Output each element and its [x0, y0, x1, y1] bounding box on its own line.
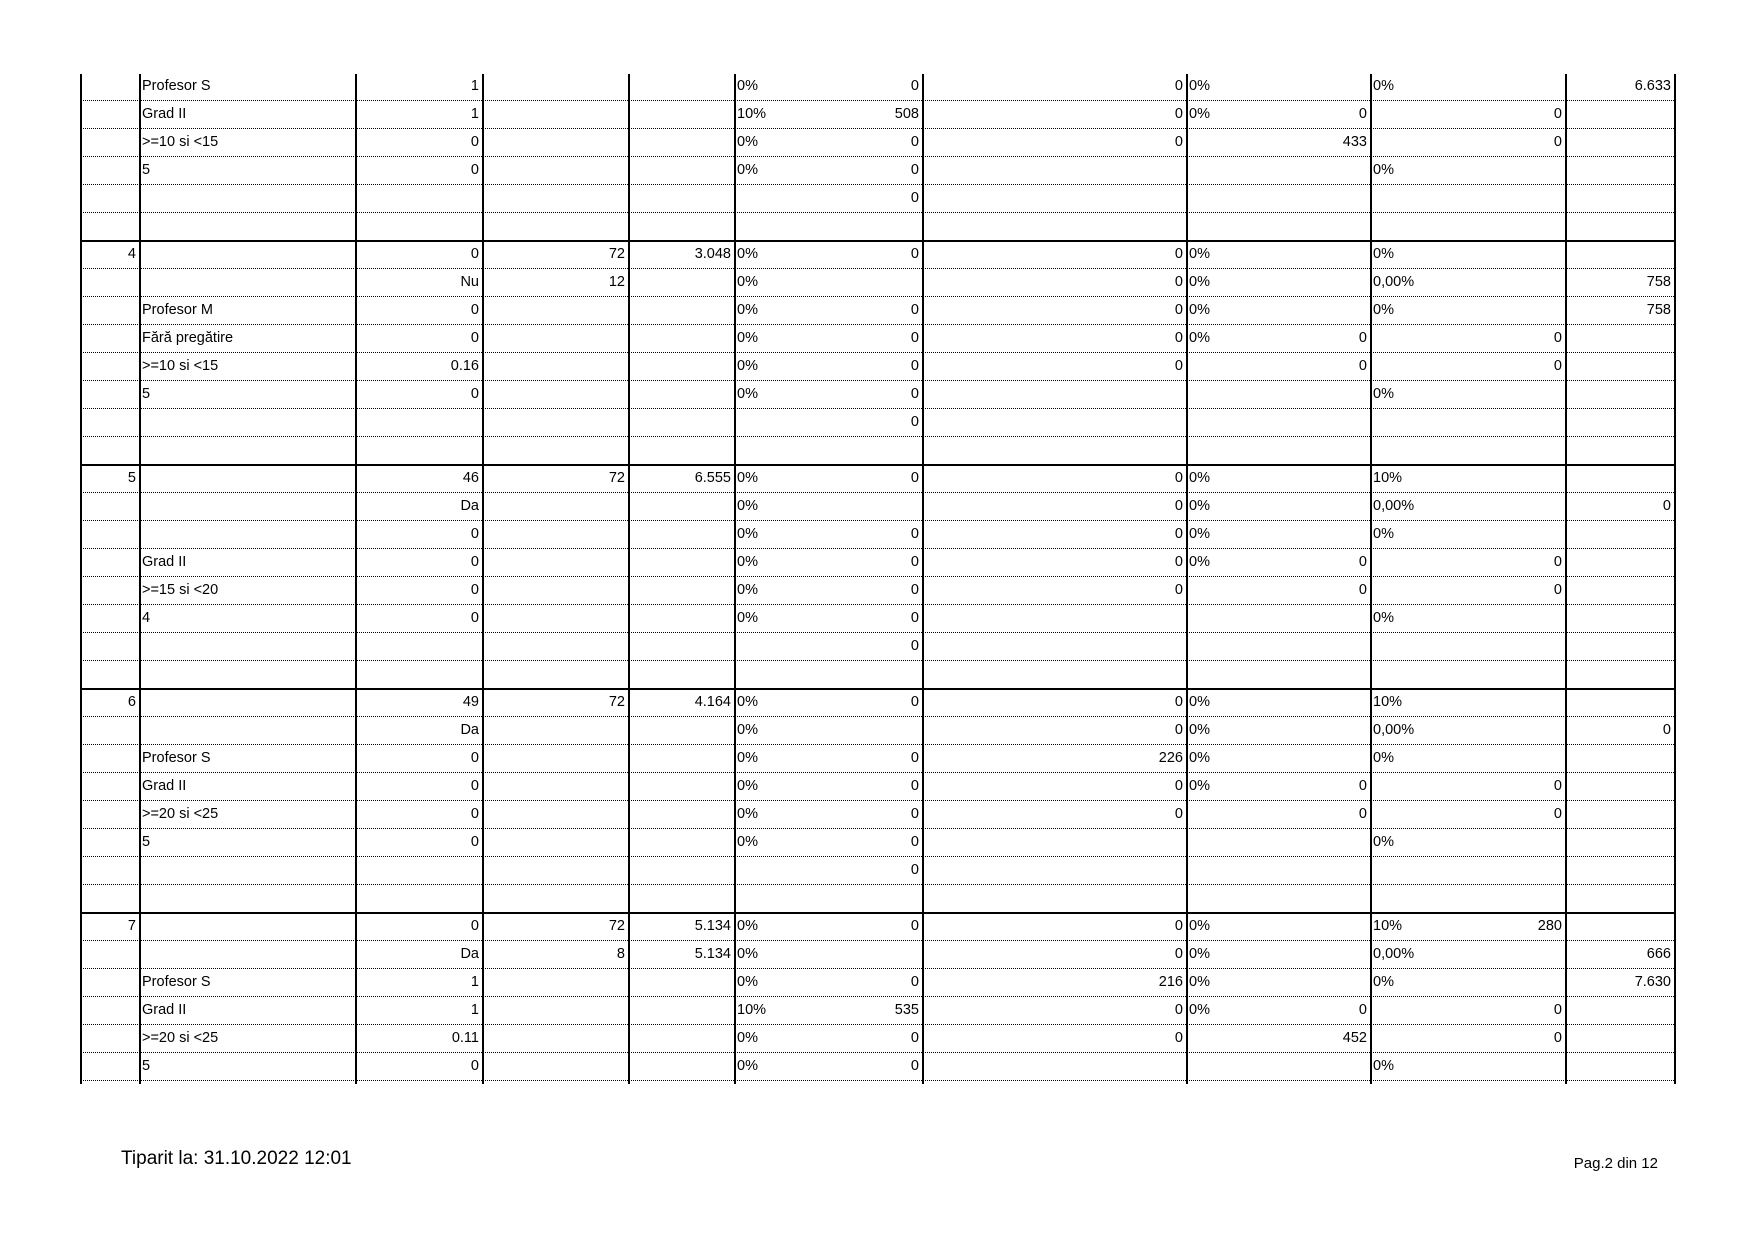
column-rule: [139, 74, 141, 1084]
table-cell: 0: [1174, 918, 1183, 934]
row-separator: [80, 576, 1674, 577]
table-cell: 0%: [1189, 750, 1210, 766]
table-cell: 0,00%: [1373, 274, 1415, 290]
table-cell: 0%: [737, 302, 758, 318]
table-cell: 0%: [737, 750, 758, 766]
table-cell: 0%: [1189, 470, 1210, 486]
table-cell: 0%: [737, 974, 758, 990]
table-cell: 0: [1174, 78, 1183, 94]
table-cell: 0: [470, 778, 479, 794]
table-cell: 0%: [737, 610, 758, 626]
table-cell: >=20 si <25: [142, 1030, 219, 1046]
group-separator: [80, 240, 1674, 242]
table-cell: Da: [460, 498, 479, 514]
table-cell: 0: [910, 330, 919, 346]
row-separator: [80, 744, 1674, 745]
table-cell: 0: [910, 470, 919, 486]
print-timestamp: Tiparit la: 31.10.2022 12:01: [121, 1148, 352, 1169]
table-cell: 10%: [1373, 918, 1403, 934]
table-cell: 0: [1174, 806, 1183, 822]
table-cell: 0: [1553, 554, 1562, 570]
row-separator: [80, 128, 1674, 129]
table-cell: 0%: [1189, 302, 1210, 318]
table-cell: 1: [470, 78, 479, 94]
table-cell: 0: [470, 582, 479, 598]
table-cell: 0%: [737, 918, 758, 934]
table-cell: 0: [1174, 358, 1183, 374]
table-cell: 0: [910, 862, 919, 878]
table-cell: 0%: [1373, 162, 1394, 178]
table-cell: 0: [910, 302, 919, 318]
row-separator: [80, 940, 1674, 941]
table-cell: 10%: [1373, 470, 1403, 486]
table-cell: 0: [470, 806, 479, 822]
row-separator: [80, 296, 1674, 297]
table-cell: 0%: [1373, 246, 1394, 262]
table-cell: 0: [1358, 106, 1367, 122]
table-cell: 0: [1358, 358, 1367, 374]
table-cell: 666: [1646, 946, 1671, 962]
table-cell: 3.048: [694, 246, 731, 262]
table-cell: 216: [1158, 974, 1183, 990]
row-separator: [80, 884, 1674, 885]
table-cell: 0%: [737, 554, 758, 570]
table-cell: 0: [1358, 1002, 1367, 1018]
table-cell: Profesor S: [142, 750, 211, 766]
table-cell: 0%: [737, 946, 758, 962]
table-cell: 433: [1342, 134, 1367, 150]
table-cell: 0%: [1189, 1002, 1210, 1018]
table-cell: 0,00%: [1373, 722, 1415, 738]
table-cell: 0: [1553, 106, 1562, 122]
table-cell: 0%: [1189, 106, 1210, 122]
table-cell: 0: [1553, 330, 1562, 346]
table-cell: 0: [910, 1058, 919, 1074]
row-separator: [80, 380, 1674, 381]
table-cell: 452: [1342, 1030, 1367, 1046]
table-cell: 0: [470, 526, 479, 542]
table-cell: 0: [470, 162, 479, 178]
table-cell: 0: [910, 582, 919, 598]
row-separator: [80, 660, 1674, 661]
table-cell: 10%: [737, 1002, 767, 1018]
table-cell: Fără pregătire: [142, 330, 234, 346]
table-cell: 49: [462, 694, 479, 710]
table-cell: Profesor S: [142, 974, 211, 990]
column-rule: [1674, 74, 1676, 1084]
table-cell: 1: [470, 106, 479, 122]
row-separator: [80, 828, 1674, 829]
table-cell: 0%: [1373, 974, 1394, 990]
group-separator: [80, 688, 1674, 690]
row-separator: [80, 268, 1674, 269]
report-table: [80, 74, 1674, 1084]
table-cell: 0: [1174, 498, 1183, 514]
table-cell: 5: [127, 470, 136, 486]
table-cell: 0%: [737, 526, 758, 542]
table-cell: 0: [470, 246, 479, 262]
table-cell: >=20 si <25: [142, 806, 219, 822]
table-cell: 0: [1174, 106, 1183, 122]
table-cell: 0: [1553, 358, 1562, 374]
table-cell: 6.555: [694, 470, 731, 486]
table-cell: 72: [608, 470, 625, 486]
table-cell: 0%: [737, 246, 758, 262]
row-separator: [80, 604, 1674, 605]
table-cell: 5: [142, 1058, 151, 1074]
row-separator: [80, 1080, 1674, 1081]
row-separator: [80, 352, 1674, 353]
row-separator: [80, 212, 1674, 213]
table-cell: 12: [608, 274, 625, 290]
table-cell: 0: [470, 834, 479, 850]
table-cell: 0: [910, 638, 919, 654]
table-cell: 0: [910, 610, 919, 626]
table-cell: 0%: [737, 582, 758, 598]
row-separator: [80, 324, 1674, 325]
table-cell: 0: [470, 610, 479, 626]
table-cell: 0%: [1373, 610, 1394, 626]
table-cell: 0: [1174, 302, 1183, 318]
table-cell: 0%: [1189, 246, 1210, 262]
table-cell: 5: [142, 162, 151, 178]
table-cell: 5.134: [694, 946, 731, 962]
group-separator: [80, 464, 1674, 466]
table-cell: 0%: [737, 274, 758, 290]
row-separator: [80, 856, 1674, 857]
table-cell: >=10 si <15: [142, 134, 219, 150]
table-cell: 0: [1174, 554, 1183, 570]
table-cell: 0: [1174, 1002, 1183, 1018]
table-cell: 0%: [737, 1058, 758, 1074]
table-cell: 0: [1174, 274, 1183, 290]
table-cell: 226: [1158, 750, 1183, 766]
table-cell: 0: [1174, 134, 1183, 150]
table-cell: 0: [910, 806, 919, 822]
table-cell: 0: [910, 190, 919, 206]
row-separator: [80, 1052, 1674, 1053]
table-cell: 0: [910, 386, 919, 402]
table-cell: 4: [127, 246, 136, 262]
table-cell: 0: [1358, 806, 1367, 822]
table-cell: >=15 si <20: [142, 582, 219, 598]
table-cell: 8: [616, 946, 625, 962]
table-cell: 0: [470, 386, 479, 402]
table-cell: Grad II: [142, 106, 187, 122]
table-cell: Grad II: [142, 554, 187, 570]
table-cell: 0%: [737, 694, 758, 710]
table-cell: 5: [142, 386, 151, 402]
table-cell: 0%: [1373, 1058, 1394, 1074]
table-cell: 0%: [1373, 834, 1394, 850]
table-cell: 72: [608, 918, 625, 934]
table-cell: 1: [470, 1002, 479, 1018]
table-cell: 0%: [737, 806, 758, 822]
table-cell: 0%: [1373, 750, 1394, 766]
table-cell: >=10 si <15: [142, 358, 219, 374]
table-cell: 46: [462, 470, 479, 486]
table-cell: 0: [910, 162, 919, 178]
table-cell: Da: [460, 722, 479, 738]
table-cell: 0: [910, 358, 919, 374]
table-cell: 0: [910, 694, 919, 710]
table-cell: 0%: [1189, 274, 1210, 290]
table-cell: 5: [142, 834, 151, 850]
table-cell: 0: [470, 134, 479, 150]
table-cell: 0%: [1373, 78, 1394, 94]
row-separator: [80, 716, 1674, 717]
table-cell: 0: [1174, 526, 1183, 542]
table-cell: 0%: [737, 778, 758, 794]
table-cell: 0: [1358, 582, 1367, 598]
table-cell: 0.16: [450, 358, 479, 374]
table-cell: 758: [1646, 302, 1671, 318]
table-cell: 0%: [1373, 526, 1394, 542]
table-cell: 0: [1553, 1002, 1562, 1018]
table-cell: 0: [910, 78, 919, 94]
table-cell: Profesor S: [142, 78, 211, 94]
table-cell: 0%: [737, 386, 758, 402]
row-separator: [80, 800, 1674, 801]
table-cell: 0: [1174, 722, 1183, 738]
table-cell: 0: [1174, 330, 1183, 346]
table-cell: 0: [1174, 246, 1183, 262]
table-cell: 0,00%: [1373, 946, 1415, 962]
table-cell: 0: [1553, 1030, 1562, 1046]
group-separator: [80, 912, 1674, 914]
table-cell: 0%: [1189, 946, 1210, 962]
table-cell: 0%: [1189, 778, 1210, 794]
table-cell: 0: [1553, 134, 1562, 150]
table-cell: 0%: [737, 1030, 758, 1046]
table-cell: 0: [1662, 498, 1671, 514]
table-cell: 4: [142, 610, 151, 626]
table-cell: 0%: [737, 358, 758, 374]
table-cell: 0: [1174, 694, 1183, 710]
table-cell: Grad II: [142, 1002, 187, 1018]
table-cell: 6.633: [1634, 78, 1671, 94]
table-cell: 0: [1174, 1030, 1183, 1046]
table-cell: 5.134: [694, 918, 731, 934]
table-cell: 0%: [1189, 694, 1210, 710]
table-cell: 0: [1553, 582, 1562, 598]
row-separator: [80, 492, 1674, 493]
row-separator: [80, 996, 1674, 997]
table-cell: 0.11: [451, 1030, 479, 1046]
table-cell: 0%: [1189, 918, 1210, 934]
row-separator: [80, 1024, 1674, 1025]
table-cell: 0: [1174, 946, 1183, 962]
row-separator: [80, 520, 1674, 521]
table-cell: 0: [1553, 806, 1562, 822]
table-cell: 0%: [1189, 974, 1210, 990]
table-cell: 0%: [1373, 386, 1394, 402]
table-cell: 0: [910, 526, 919, 542]
table-cell: 0: [910, 778, 919, 794]
row-separator: [80, 548, 1674, 549]
table-cell: 0: [1358, 330, 1367, 346]
table-cell: 280: [1537, 918, 1562, 934]
table-cell: 0: [1174, 470, 1183, 486]
table-cell: 6: [127, 694, 136, 710]
table-cell: 0: [470, 1058, 479, 1074]
column-rule: [1565, 74, 1567, 1084]
table-cell: 72: [608, 694, 625, 710]
table-cell: 10%: [1373, 694, 1403, 710]
table-cell: 0%: [1189, 78, 1210, 94]
row-separator: [80, 772, 1674, 773]
table-cell: 0: [910, 974, 919, 990]
table-cell: 758: [1646, 274, 1671, 290]
table-cell: 0: [1174, 778, 1183, 794]
table-cell: 10%: [737, 106, 767, 122]
table-cell: 0: [910, 750, 919, 766]
table-cell: 0,00%: [1373, 498, 1415, 514]
row-separator: [80, 184, 1674, 185]
table-cell: 0%: [737, 330, 758, 346]
table-cell: 4.164: [694, 694, 731, 710]
page-number: Pag.2 din 12: [1573, 1155, 1658, 1172]
table-cell: 0%: [737, 722, 758, 738]
table-cell: 0%: [737, 498, 758, 514]
table-cell: 0: [910, 246, 919, 262]
table-cell: Da: [460, 946, 479, 962]
table-cell: 0%: [1189, 498, 1210, 514]
table-cell: 7: [127, 918, 136, 934]
table-cell: Nu: [460, 274, 479, 290]
table-cell: 72: [608, 246, 625, 262]
row-separator: [80, 436, 1674, 437]
table-cell: 1: [470, 974, 479, 990]
table-cell: 0: [910, 554, 919, 570]
table-cell: 0: [470, 302, 479, 318]
table-cell: 0: [470, 750, 479, 766]
table-cell: 0%: [1373, 302, 1394, 318]
table-cell: Grad II: [142, 778, 187, 794]
table-cell: 0%: [737, 134, 758, 150]
row-separator: [80, 100, 1674, 101]
row-separator: [80, 968, 1674, 969]
table-cell: 0: [910, 834, 919, 850]
table-cell: 0: [470, 918, 479, 934]
row-separator: [80, 156, 1674, 157]
table-cell: 0%: [1189, 526, 1210, 542]
table-cell: 7.630: [1634, 974, 1671, 990]
table-cell: 0%: [1189, 554, 1210, 570]
table-cell: 0: [1553, 778, 1562, 794]
table-cell: 0: [910, 918, 919, 934]
table-cell: 0: [1174, 582, 1183, 598]
table-cell: 0%: [737, 470, 758, 486]
table-cell: 508: [894, 106, 919, 122]
table-cell: 0%: [737, 78, 758, 94]
table-cell: 0: [1358, 778, 1367, 794]
table-cell: 0%: [1189, 722, 1210, 738]
table-cell: Profesor M: [142, 302, 213, 318]
table-cell: 535: [894, 1002, 919, 1018]
table-cell: 0: [910, 414, 919, 430]
table-cell: 0%: [1189, 330, 1210, 346]
table-cell: 0: [910, 1030, 919, 1046]
table-cell: 0: [470, 554, 479, 570]
table-cell: 0: [1358, 554, 1367, 570]
row-separator: [80, 408, 1674, 409]
table-cell: 0%: [737, 162, 758, 178]
table-cell: 0: [910, 134, 919, 150]
row-separator: [80, 632, 1674, 633]
table-cell: 0: [1662, 722, 1671, 738]
table-cell: 0: [470, 330, 479, 346]
table-cell: 0%: [737, 834, 758, 850]
